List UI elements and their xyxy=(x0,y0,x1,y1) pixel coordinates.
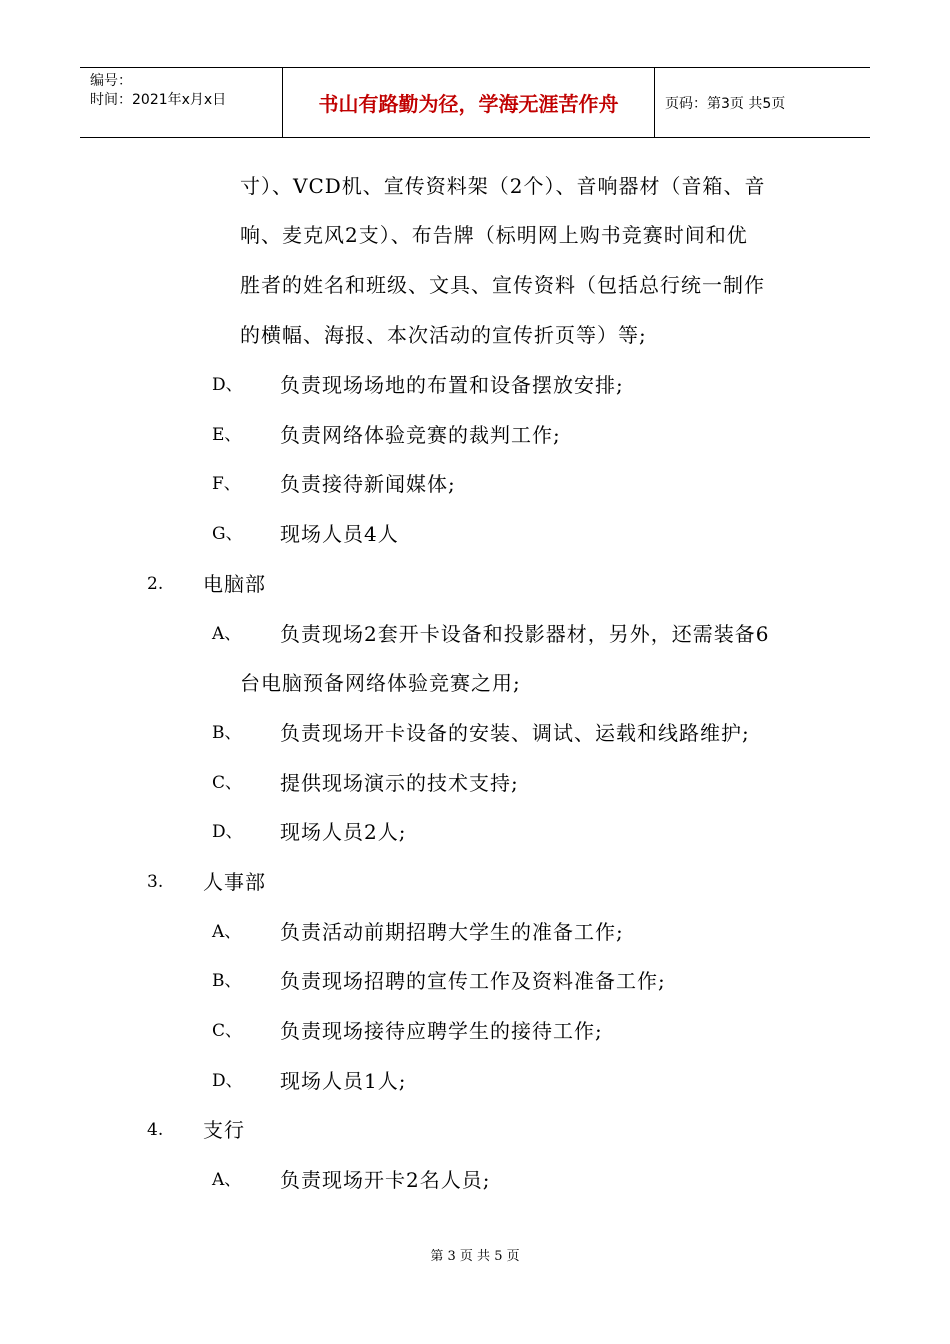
item-marker: C、 xyxy=(212,1021,243,1041)
item-text: 负责现场接待应聘学生的接待工作; xyxy=(280,1019,603,1043)
item-text: 负责网络体验竞赛的裁判工作; xyxy=(280,423,561,447)
section-number: 3. xyxy=(147,872,164,892)
header-motto: 书山有路勤为径，学海无涯苦作舟 xyxy=(283,68,655,137)
paragraph-line: 响、麦克风2支）、布告牌（标明网上购书竞赛时间和优 xyxy=(240,223,748,247)
document-time-label: 时间：2021年x月x日 xyxy=(90,92,227,108)
item-text: 负责现场招聘的宣传工作及资料准备工作; xyxy=(280,969,666,993)
item-marker: G、 xyxy=(212,524,243,544)
item-text: 现场人员1人; xyxy=(280,1069,407,1093)
paragraph-line: 寸）、VCD机、宣传资料架（2个）、音响器材（音箱、音 xyxy=(240,174,766,198)
item-marker: B、 xyxy=(212,723,242,743)
page-footer: 第 3 页 共 5 页 xyxy=(430,1249,520,1264)
item-marker: D、 xyxy=(212,822,243,842)
item-text: 现场人员2人; xyxy=(280,820,407,844)
paragraph-line: 的横幅、海报、本次活动的宣传折页等）等; xyxy=(240,323,647,347)
item-text: 负责现场开卡2名人员; xyxy=(280,1168,491,1192)
item-marker: E、 xyxy=(212,425,242,445)
item-text: 负责现场开卡设备的安装、调试、运载和线路维护; xyxy=(280,721,750,745)
section-number: 2. xyxy=(147,574,164,594)
item-marker: D、 xyxy=(212,1071,243,1091)
section-title: 电脑部 xyxy=(203,572,266,596)
item-text: 负责现场场地的布置和设备摆放安排; xyxy=(280,373,624,397)
header-meta xyxy=(80,68,283,137)
item-marker: F、 xyxy=(212,474,241,494)
item-marker: A、 xyxy=(212,624,242,644)
item-marker: A、 xyxy=(212,1170,242,1190)
item-marker: C、 xyxy=(212,773,243,793)
document-number-label: 编号： xyxy=(90,73,132,89)
item-marker: B、 xyxy=(212,971,242,991)
item-marker: D、 xyxy=(212,375,243,395)
section-number: 4. xyxy=(147,1120,164,1140)
item-marker: A、 xyxy=(212,922,242,942)
item-text: 负责活动前期招聘大学生的准备工作; xyxy=(280,920,624,944)
item-text-continued: 台电脑预备网络体验竞赛之用; xyxy=(240,671,521,695)
item-text: 现场人员4人 xyxy=(280,522,399,546)
section-title: 支行 xyxy=(203,1118,245,1142)
item-text: 负责接待新闻媒体; xyxy=(280,472,456,496)
section-title: 人事部 xyxy=(203,870,266,894)
item-text: 负责现场2套开卡设备和投影器材，另外，还需装备6 xyxy=(280,622,770,646)
paragraph-line: 胜者的姓名和班级、文具、宣传资料（包括总行统一制作 xyxy=(240,273,765,297)
header-page-info: 页码：第3页 共5页 xyxy=(665,95,786,112)
item-text: 提供现场演示的技术支持; xyxy=(280,771,519,795)
page-header xyxy=(80,67,870,138)
